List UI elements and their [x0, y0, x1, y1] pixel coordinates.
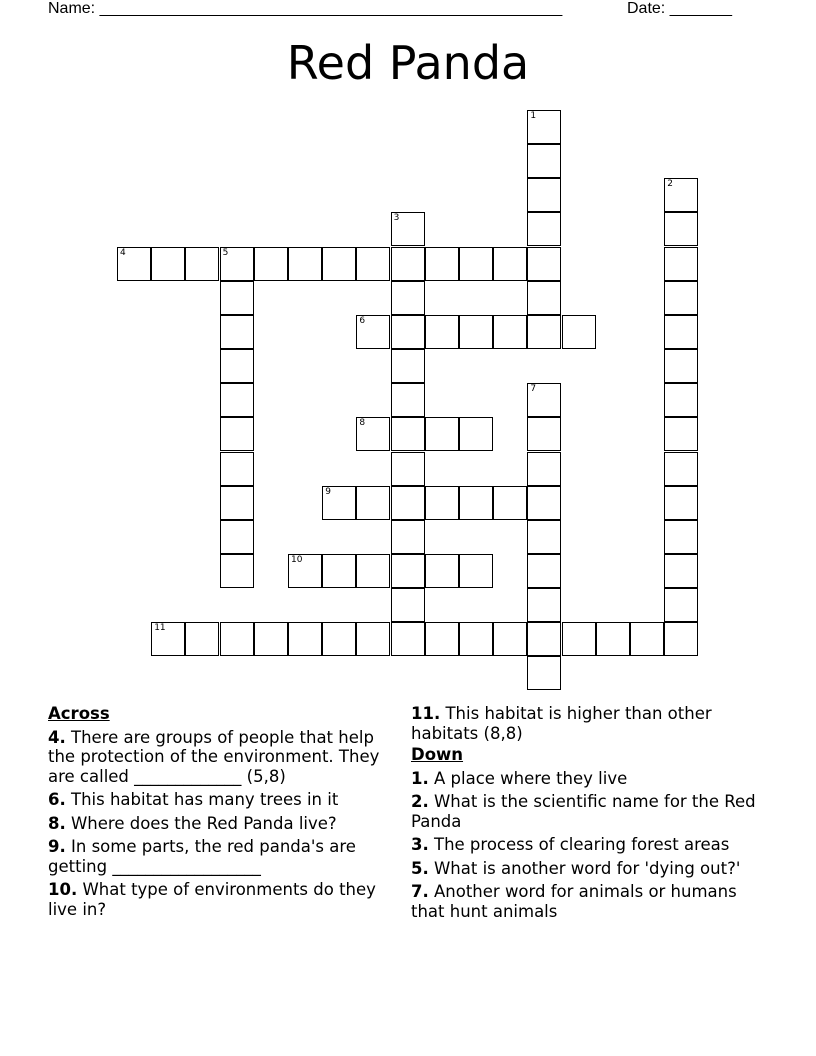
crossword-cell[interactable]	[493, 315, 527, 349]
crossword-cell[interactable]	[356, 417, 390, 451]
crossword-cell[interactable]	[527, 588, 561, 622]
crossword-cell[interactable]	[151, 622, 185, 656]
crossword-cell[interactable]	[391, 486, 425, 520]
crossword-cell[interactable]	[459, 247, 493, 281]
crossword-cell[interactable]	[664, 247, 698, 281]
clue-number-label: 6.	[48, 790, 66, 809]
crossword-cell[interactable]	[527, 656, 561, 690]
clue-number-label: 9.	[48, 837, 66, 856]
crossword-cell[interactable]	[425, 554, 459, 588]
clue-number: 4	[120, 247, 126, 258]
clue-item	[411, 835, 771, 855]
clue-item	[411, 882, 771, 921]
crossword-cell[interactable]	[391, 383, 425, 417]
date-field-label: Date: _______	[627, 0, 732, 17]
crossword-cell[interactable]	[596, 622, 630, 656]
clue-text: What is another word for 'dying out?'	[428, 858, 741, 878]
crossword-cell[interactable]	[220, 452, 254, 486]
clue-text: This habitat has many trees in it	[65, 790, 339, 809]
clue-number: 7	[530, 384, 537, 395]
clue-item	[411, 859, 771, 879]
crossword-cell[interactable]	[527, 452, 561, 486]
crossword-cell[interactable]	[220, 417, 254, 451]
clue-number: 3	[393, 213, 400, 224]
crossword-cell[interactable]	[527, 144, 561, 178]
crossword-cell[interactable]	[527, 622, 561, 656]
crossword-cell[interactable]	[425, 315, 459, 349]
crossword-cell[interactable]	[527, 486, 561, 520]
name-field-label: Name: ____________________________________________________	[48, 0, 563, 17]
crossword-cell[interactable]	[391, 554, 425, 588]
crossword-cell[interactable]	[664, 588, 698, 622]
clue-text: This habitat is higher than other habitats (8,8)	[411, 704, 712, 743]
clue-number-label: 4.	[48, 727, 66, 747]
crossword-cell[interactable]	[664, 383, 698, 417]
across-heading: Across	[48, 704, 110, 723]
clue-number: 5	[222, 247, 229, 258]
crossword-cell[interactable]	[493, 247, 527, 281]
crossword-cell[interactable]	[425, 486, 459, 520]
crossword-cell[interactable]	[664, 417, 698, 451]
clue-number-label: 11.	[411, 704, 441, 723]
crossword-cell[interactable]	[322, 622, 356, 656]
crossword-cell[interactable]	[356, 247, 390, 281]
crossword-cell[interactable]	[391, 315, 425, 349]
crossword-cell[interactable]	[664, 178, 698, 212]
clue-item	[411, 792, 771, 831]
crossword-cell[interactable]	[664, 315, 698, 349]
crossword-cell[interactable]	[391, 588, 425, 622]
crossword-cell[interactable]	[664, 554, 698, 588]
crossword-cell[interactable]	[664, 486, 698, 520]
clue-text: What is the scientific name for the Red Panda	[411, 792, 756, 831]
crossword-cell[interactable]	[459, 486, 493, 520]
clue-number: 11	[154, 623, 166, 634]
crossword-cell[interactable]	[117, 247, 151, 281]
clue-item	[411, 704, 771, 743]
clue-number: 8	[359, 418, 366, 429]
crossword-cell[interactable]	[288, 247, 322, 281]
crossword-cell[interactable]	[220, 247, 254, 281]
crossword-cell[interactable]	[220, 554, 254, 588]
crossword-cell[interactable]	[391, 417, 425, 451]
crossword-cell[interactable]	[322, 247, 356, 281]
clue-number: 9	[325, 486, 331, 497]
clue-number-label: 5.	[411, 858, 429, 878]
crossword-cell[interactable]	[562, 622, 596, 656]
crossword-cell[interactable]	[527, 520, 561, 554]
crossword-cell[interactable]	[391, 622, 425, 656]
crossword-cell[interactable]	[459, 417, 493, 451]
crossword-cell[interactable]	[391, 281, 425, 315]
crossword-cell[interactable]	[220, 383, 254, 417]
clue-number-label: 2.	[411, 792, 429, 811]
crossword-cell[interactable]	[664, 452, 698, 486]
crossword-cell[interactable]	[220, 520, 254, 554]
crossword-cell[interactable]	[391, 247, 425, 281]
crossword-cell[interactable]	[527, 281, 561, 315]
clue-item	[48, 880, 388, 919]
crossword-cell[interactable]	[288, 622, 322, 656]
clue-number-label: 3.	[411, 835, 429, 854]
across-clue-list	[48, 728, 388, 920]
clue-text: Where does the Red Panda live?	[65, 813, 337, 833]
crossword-cell[interactable]	[322, 554, 356, 588]
crossword-cell[interactable]	[220, 349, 254, 383]
clues-column-right	[411, 704, 771, 921]
crossword-cell[interactable]	[391, 452, 425, 486]
down-clue-list	[411, 769, 771, 922]
crossword-cell[interactable]	[425, 622, 459, 656]
crossword-cell[interactable]	[220, 315, 254, 349]
clue-item	[411, 769, 771, 789]
clue-number: 10	[291, 554, 303, 565]
crossword-cell[interactable]	[527, 554, 561, 588]
crossword-cell[interactable]	[356, 315, 390, 349]
crossword-cell[interactable]	[391, 349, 425, 383]
down-heading: Down	[411, 745, 464, 764]
crossword-cell[interactable]	[562, 315, 596, 349]
crossword-cell[interactable]	[527, 212, 561, 246]
crossword-cell[interactable]	[254, 622, 288, 656]
clue-number-label: 7.	[411, 882, 429, 901]
crossword-cell[interactable]	[220, 486, 254, 520]
crossword-cell[interactable]	[356, 622, 390, 656]
clue-number-label: 10.	[48, 880, 78, 899]
clue-text: In some parts, the red panda's are getting __________________	[48, 837, 356, 876]
clue-item	[48, 814, 388, 834]
crossword-cell[interactable]	[527, 383, 561, 417]
clue-number: 1	[530, 111, 537, 121]
clue-number: 6	[359, 315, 366, 326]
clue-number: 2	[667, 179, 673, 190]
crossword-cell[interactable]	[185, 622, 219, 656]
crossword-cell[interactable]	[425, 417, 459, 451]
crossword-cell[interactable]	[185, 247, 219, 281]
crossword-cell[interactable]	[527, 178, 561, 212]
clues-column-left	[48, 704, 388, 919]
crossword-cell[interactable]	[288, 554, 322, 588]
page-title: Red Panda	[286, 36, 530, 90]
clue-item	[48, 837, 388, 876]
crossword-cell[interactable]	[664, 349, 698, 383]
across-clue-list-continued	[411, 704, 771, 743]
crossword-cell[interactable]	[664, 622, 698, 656]
crossword-cell[interactable]	[356, 486, 390, 520]
crossword-cell[interactable]	[493, 622, 527, 656]
crossword-cell[interactable]	[493, 486, 527, 520]
clue-text: There are groups of people that help the protection of the environment. They are called _____________ (5,8)	[48, 727, 380, 786]
clue-number-label: 1.	[411, 768, 429, 788]
crossword-cell[interactable]	[220, 622, 254, 656]
crossword-cell[interactable]	[220, 281, 254, 315]
crossword-cell[interactable]	[527, 417, 561, 451]
crossword-cell[interactable]	[254, 247, 288, 281]
clue-text: Another word for animals or humans that hunt animals	[411, 882, 737, 921]
crossword-cell[interactable]	[391, 212, 425, 246]
crossword-cell[interactable]	[151, 247, 185, 281]
clue-text: A place where they live	[428, 768, 628, 788]
crossword-cell[interactable]	[630, 622, 664, 656]
crossword-cell[interactable]	[664, 281, 698, 315]
crossword-cell[interactable]	[459, 315, 493, 349]
crossword-cell[interactable]	[527, 110, 561, 144]
clue-text: What type of environments do they live in?	[48, 880, 376, 919]
clue-text: The process of clearing forest areas	[428, 835, 730, 854]
crossword-cell[interactable]	[391, 520, 425, 554]
crossword-cell[interactable]	[527, 247, 561, 281]
crossword-cell[interactable]	[459, 622, 493, 656]
crossword-cell[interactable]	[356, 554, 390, 588]
crossword-cell[interactable]	[664, 520, 698, 554]
crossword-cell[interactable]	[459, 554, 493, 588]
clue-number-label: 8.	[48, 813, 66, 833]
crossword-cell[interactable]	[527, 315, 561, 349]
clue-item	[48, 790, 388, 810]
crossword-cell[interactable]	[425, 247, 459, 281]
crossword-cell[interactable]	[322, 486, 356, 520]
clue-item	[48, 728, 388, 787]
crossword-cell[interactable]	[664, 212, 698, 246]
